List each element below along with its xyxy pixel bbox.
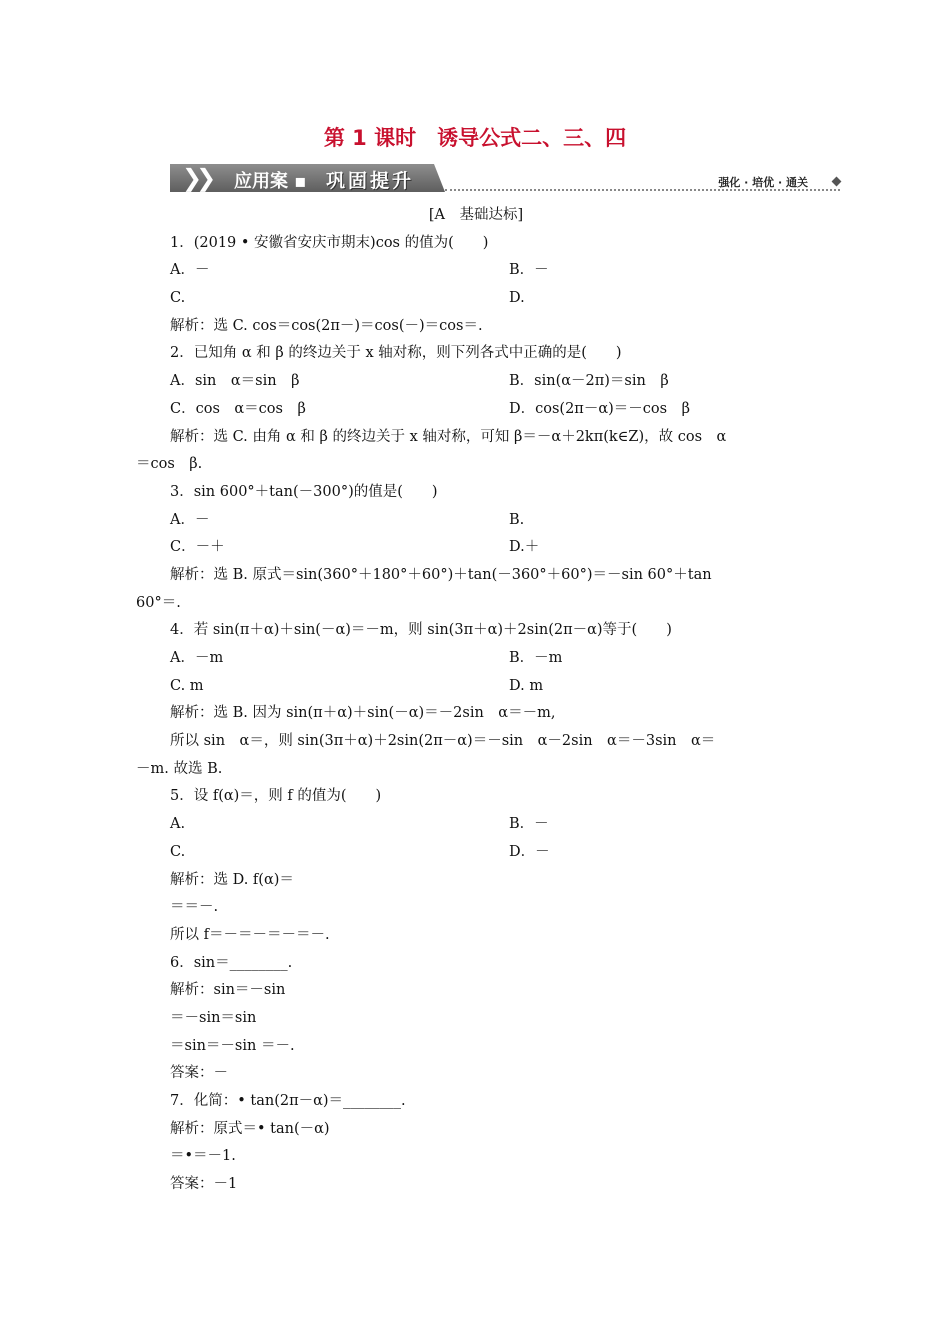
text-line — [136, 313, 816, 341]
line-text: ＝•＝－1. — [170, 1148, 236, 1165]
line-text: 答案：－1 — [170, 1176, 238, 1193]
exercise-content — [136, 202, 816, 1199]
section-heading: [A 基础达标] — [428, 207, 524, 223]
line-text: 解析：选 C. cos＝cos(2π－)＝cos(－)＝cos＝. — [170, 317, 483, 334]
text-line — [136, 340, 816, 368]
line-text: C. — [170, 290, 186, 307]
line-text: 所以 sin α＝，则 sin(3π＋α)＋2sin(2π－α)＝－sin α－2sin α＝－3sin α＝ — [170, 733, 716, 750]
text-line — [136, 645, 816, 673]
line-text: 4．若 sin(π＋α)＋sin(－α)＝－m，则 sin(3π＋α)＋2sin(2π－α)等于( ) — [170, 622, 672, 639]
line-text: A．－ — [170, 511, 210, 528]
line-text: ＝＝－. — [170, 899, 219, 916]
line-text: 解析：选 B. 因为 sin(π＋α)＋sin(－α)＝－2sin α＝－m, — [170, 705, 556, 722]
line-text: ＝cos β. — [136, 456, 203, 473]
text-line — [136, 562, 816, 590]
option-right: B．－ — [509, 816, 549, 833]
line-text: A．－m — [170, 650, 224, 666]
option-right: D. m — [509, 677, 544, 694]
text-line — [136, 839, 816, 867]
line-text: C. — [170, 843, 186, 860]
line-text: C．cos α＝cos β — [170, 400, 306, 417]
text-line — [136, 507, 816, 535]
text-line — [136, 811, 816, 839]
text-line — [136, 230, 816, 258]
line-text: 所以 f＝－＝－＝－＝－. — [170, 926, 330, 943]
text-line — [136, 867, 816, 895]
line-text: 7．化简：• tan(2π－α)＝________. — [170, 1093, 406, 1109]
banner-tag: 强化 · 培优 · 通关 — [718, 176, 808, 189]
text-line — [136, 451, 816, 479]
text-line — [136, 285, 816, 313]
option-right: D. — [509, 290, 525, 307]
text-line — [136, 922, 816, 950]
option-right: B. — [509, 511, 525, 528]
text-line — [136, 1033, 816, 1061]
line-text: 解析：选 C. 由角 α 和 β 的终边关于 x 轴对称，可知 β＝－α＋2kπ(k∈Z)，故 cos α — [170, 428, 727, 445]
exercise-lines — [136, 230, 816, 1199]
banner-label-left: 应用案 ▪ — [234, 171, 307, 192]
text-line — [136, 1171, 816, 1199]
page-title: 第 1 课时 诱导公式二、三、四 — [323, 126, 627, 150]
line-text: C. m — [170, 677, 204, 694]
option-right: D.＋ — [509, 539, 540, 556]
line-text: 解析：sin＝－sin — [170, 982, 286, 999]
text-line — [136, 756, 816, 784]
double-chevron-icon: ❯❯ — [182, 164, 211, 192]
section-banner — [170, 164, 840, 194]
line-text: ＝－sin＝sin — [170, 1009, 257, 1026]
text-line — [136, 479, 816, 507]
line-text: C．－＋ — [170, 539, 225, 556]
text-line — [136, 950, 816, 978]
option-right: D．cos(2π－α)＝－cos β — [509, 400, 690, 417]
text-line — [136, 728, 816, 756]
text-line — [136, 257, 816, 285]
text-line — [136, 783, 816, 811]
text-line — [136, 1060, 816, 1088]
text-line — [136, 1143, 816, 1171]
option-right: D．－ — [509, 843, 550, 860]
line-text: 5．设 f(α)＝，则 f 的值为( ) — [170, 788, 382, 805]
text-line — [136, 1005, 816, 1033]
text-line — [136, 534, 816, 562]
banner-label-right: 巩固提升 — [326, 170, 415, 192]
line-text: ＝sin＝－sin ＝－. — [170, 1037, 295, 1054]
text-line — [136, 368, 816, 396]
text-line — [136, 1088, 816, 1116]
line-text: 1．(2019 • 安徽省安庆市期末)cos 的值为( ) — [170, 234, 489, 251]
line-text: A．－ — [170, 262, 210, 279]
text-line — [136, 1116, 816, 1144]
text-line — [136, 894, 816, 922]
line-text: A. — [170, 816, 186, 833]
line-text: 60°＝. — [136, 594, 181, 611]
line-text: 解析：选 B. 原式＝sin(360°＋180°＋60°)＋tan(－360°＋60°)＝－sin 60°＋tan — [170, 566, 712, 583]
text-line — [136, 700, 816, 728]
text-line — [136, 977, 816, 1005]
line-text: －m. 故选 B. — [136, 760, 223, 777]
option-right: B．－m — [509, 650, 563, 666]
text-line — [136, 673, 816, 701]
text-line — [136, 424, 816, 452]
text-line — [136, 396, 816, 424]
option-right: B．－ — [509, 262, 549, 279]
line-text: 3．sin 600°＋tan(－300°)的值是( ) — [170, 483, 438, 500]
text-line — [136, 590, 816, 618]
text-line — [136, 617, 816, 645]
option-right: B．sin(α－2π)＝sin β — [509, 373, 669, 390]
line-text: 解析：原式＝• tan(－α) — [170, 1120, 330, 1137]
diamond-icon — [832, 177, 842, 187]
line-text: 答案：－ — [170, 1065, 228, 1082]
line-text: 2．已知角 α 和 β 的终边关于 x 轴对称，则下列各式中正确的是( ) — [170, 345, 622, 362]
line-text: 6．sin＝________. — [170, 954, 293, 971]
line-text: A．sin α＝sin β — [170, 373, 300, 390]
line-text: 解析：选 D. f(α)＝ — [170, 871, 294, 888]
